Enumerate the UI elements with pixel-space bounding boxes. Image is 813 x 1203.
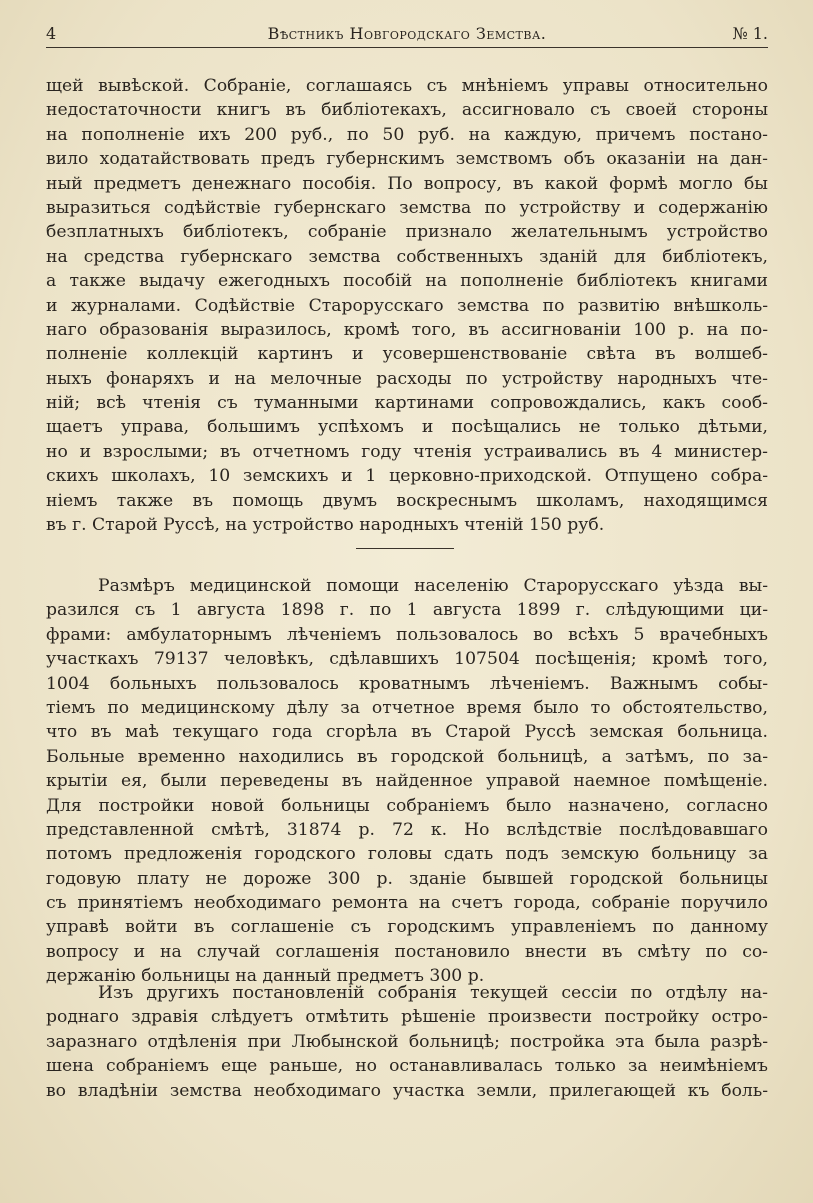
text-line: 1004 больныхъ пользовалось кроватнымъ лѣченіемъ. Важнымъ собы- [46, 673, 768, 694]
running-head [46, 20, 768, 48]
header-rule [46, 47, 768, 48]
section-divider [356, 548, 454, 549]
text-line: выразиться содѣйствіе губернскаго земства по устройству и содержанію [46, 197, 768, 218]
text-line: во владѣніи земства необходимаго участка земли, прилегающей къ боль- [46, 1080, 768, 1101]
text-line: участкахъ 79137 человѣкъ, сдѣлавшихъ 107504 посѣщенія; кромѣ того, [46, 649, 768, 670]
text-line: вопросу и на случай соглашенія постановило внести въ смѣту по со- [46, 941, 768, 962]
text-line: безплатныхъ библіотекъ, собраніе признало желательнымъ устройство [46, 222, 768, 243]
text-line: фрами: амбулаторнымъ лѣченіемъ пользовалось во всѣхъ 5 врачебныхъ [46, 624, 768, 645]
paragraph-medical-aid [46, 574, 768, 989]
text-line: шена собраніемъ еще раньше, но останавливалась только за неимѣніемъ [46, 1056, 768, 1077]
text-line: въ г. Старой Руссѣ, на устройство народныхъ чтеній 150 руб. [46, 515, 605, 536]
text-line: на средства губернскаго земства собственныхъ зданій для библіотекъ, [46, 246, 768, 267]
text-line: а также выдачу ежегодныхъ пособій на пополненіе библіотекъ книгами [46, 271, 768, 292]
text-line: Больные временно находились въ городской больницѣ, а затѣмъ, по за- [46, 746, 768, 767]
text-line: ный предметъ денежнаго пособія. По вопросу, въ какой формѣ могло бы [46, 173, 768, 194]
text-line: но и взрослыми; въ отчетномъ году чтенія устраивались въ 4 министер- [46, 441, 768, 462]
text-line: щаетъ управа, большимъ успѣхомъ и посѣщались не только дѣтьми, [46, 417, 768, 438]
text-line: Изъ другихъ постановленій собранія текущей сессіи по отдѣлу на- [98, 983, 768, 1003]
text-line: разился съ 1 августа 1898 г. по 1 августа 1899 г. слѣдующими ци- [46, 600, 768, 621]
text-line: наго образованія выразилось, кромѣ того, въ ассигнованіи 100 р. на по- [46, 319, 768, 340]
text-line: представленной смѣтѣ, 31874 р. 72 к. Но вслѣдствіе послѣдовавшаго [46, 819, 768, 840]
text-line: щей вывѣской. Собраніе, соглашаясь съ мнѣніемъ управы относительно [46, 76, 768, 96]
text-line: потомъ предложенія городского головы сдать подъ земскую больницу за [46, 844, 768, 865]
text-line: Для постройки новой больницы собраніемъ было назначено, согласно [46, 795, 768, 816]
text-line: недостаточности книгъ въ библіотекахъ, ассигновало съ своей стороны [46, 100, 768, 121]
text-line: что въ маѣ текущаго года сгорѣла въ Старой Руссѣ земская больница. [46, 722, 768, 743]
text-line: и журналами. Содѣйствіе Старорусскаго земства по развитію внѣшколь- [46, 295, 768, 316]
text-line: крытіи ея, были переведены въ найденное управой наемное помѣщеніе. [46, 771, 768, 792]
text-line: ныхъ фонаряхъ и на мелочные расходы по устройству народныхъ чте- [46, 368, 768, 389]
text-line: заразнаго отдѣленія при Любынской больницѣ; постройка эта была разрѣ- [46, 1031, 768, 1052]
text-line: скихъ школахъ, 10 земскихъ и 1 церковно-приходской. Отпущено собра- [46, 466, 768, 487]
text-line: тіемъ по медицинскому дѣлу за отчетное время было то обстоятельство, [46, 697, 768, 718]
paragraph-public-health [46, 981, 768, 1103]
text-line: на пополненіе ихъ 200 руб., по 50 руб. на каждую, причемъ постано- [46, 124, 768, 145]
text-line: съ принятіемъ необходимаго ремонта на счетъ города, собраніе поручило [46, 893, 768, 914]
text-line: держанію больницы на данный предметъ 300 р. [46, 966, 485, 987]
text-line: вило ходатайствовать предъ губернскимъ земствомъ объ оказаніи на дан- [46, 149, 768, 170]
issue-number: № 1. [732, 24, 768, 43]
text-line: годовую плату не дороже 300 р. зданіе бывшей городской больницы [46, 868, 768, 889]
paragraph-libraries [46, 74, 768, 537]
text-line: роднаго здравія слѣдуетъ отмѣтить рѣшеніе произвести постройку остро- [46, 1007, 768, 1028]
text-line: ній; всѣ чтенія съ туманными картинами сопровождались, какъ сооб- [46, 393, 768, 414]
page-number: 4 [46, 24, 57, 43]
text-line: полненіе коллекцій картинъ и усовершенствованіе свѣта въ волшеб- [46, 344, 768, 365]
text-line: Размѣръ медицинской помощи населенію Старорусскаго уѣзда вы- [98, 576, 768, 596]
text-line: управѣ войти въ соглашеніе съ городскимъ управленіемъ по данному [46, 917, 768, 938]
text-line: ніемъ также въ помощь двумъ воскреснымъ школамъ, находящимся [46, 490, 768, 511]
journal-title: Вѣстникъ Новгородскаго Земства. [267, 24, 547, 43]
